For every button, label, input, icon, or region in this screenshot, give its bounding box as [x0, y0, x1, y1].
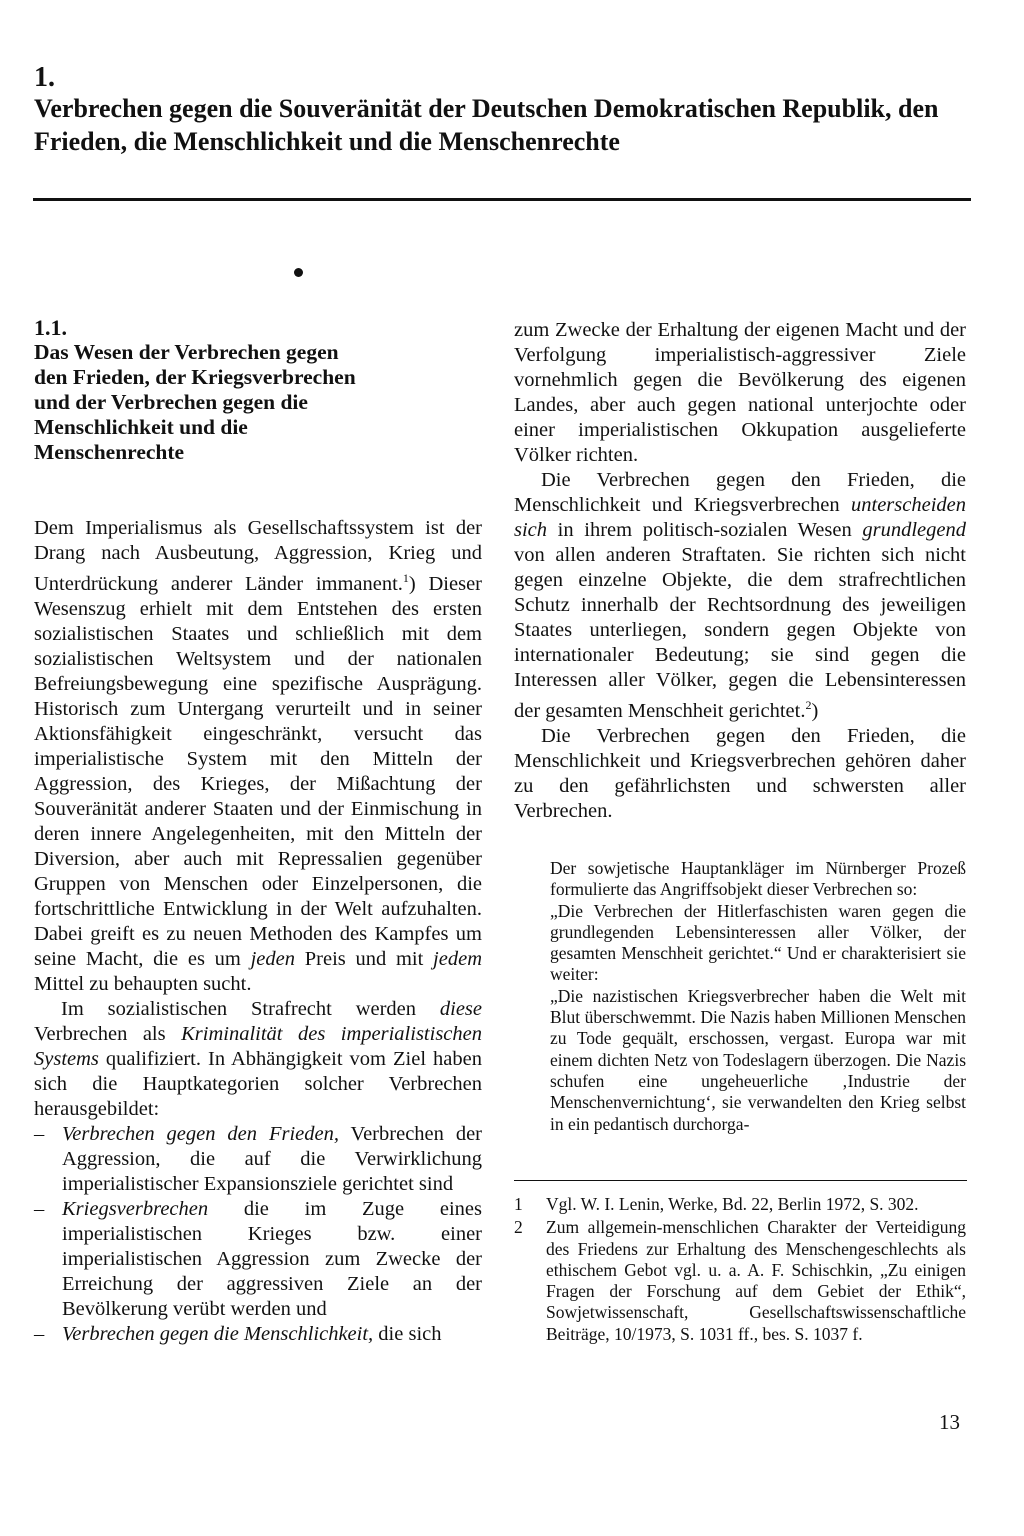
quote-paragraph: Der sowjetische Hauptankläger im Nürnberger Prozeß formulierte das Angriffsobjekt dieser Verbrechen so: — [550, 858, 966, 900]
decorative-dot — [294, 268, 303, 277]
footnote-ref-2: 2 — [805, 698, 812, 712]
right-paragraph-2: Die Verbrechen gegen den Frieden, die Menschlichkeit und Kriegsverbrechen unterscheiden sich in ihrem politisch-sozialen Wesen grundlegend von allen anderen Straftaten. Sie richten sich nicht gegen einzelne Objekte, die dem strafrechtlichen Schutz innerhalb der Rechtsordnung des jeweiligen Staates unterliegen, sondern gegen Objekte von internationaler Bedeutung; sie sind gegen die Interessen aller Völker, gegen die Lebensinteressen der gesamten Menschheit gerichtet.$^2$) — [514, 469, 966, 722]
right-paragraph-3: Die Verbrechen gegen den Frieden, die Menschlichkeit und Kriegsverbrechen gehören daher zu den gefährlichsten und schwersten aller Verbrechen. — [514, 724, 966, 822]
quote-paragraph: „Die Verbrechen der Hitlerfaschisten waren gegen die grundlegenden Lebensinteressen aller Völker, der gesamten Menschheit gerichtet.“ Und er charakterisiert sie weiter: — [550, 900, 966, 985]
chapter-number: 1. — [34, 62, 55, 93]
title-rule — [33, 198, 971, 201]
footnote-rule — [514, 1180, 967, 1181]
list-item: – Verbrechen gegen die Menschlichkeit, die sich — [34, 1322, 442, 1345]
list-item: – Kriegsverbrechen die im Zuge eines imperialistischen Krieges bzw. einer imperialistischen Aggression zum Zwecke der Erreichung der aggressiven Ziele an der Bevölkerung verübt werden und — [34, 1197, 482, 1320]
list-item: – Verbrechen gegen den Frieden, Verbrechen der Aggression, die auf die Verwirklichung imperialistischer Expansionsziele gerichtet sind — [34, 1122, 483, 1195]
section-title: Das Wesen der Verbrechen gegen den Frieden, der Kriegsverbrechen und der Verbrechen gegen die Menschlichkeit und die Menschenrechte — [34, 340, 356, 464]
quotation-block — [550, 858, 966, 1135]
footnote-ref-1: 1 — [402, 571, 409, 585]
footnote: 2 Zum allgemein-menschlichen Charakter der Verteidigung des Friedens zur Erhaltung des Menschengeschlechts als ethischem Gebot vgl. u. a. A. F. Schischkin, „Zu einigen Fragen der Forschung auf dem Gebiet der Ethik“, Sowjetwissenschaft, Gesellschaftswissenschaftliche Beiträge, 10/1973, S. 1031 ff., bes. S. 1037 f. — [514, 1217, 966, 1344]
section-number: 1.1. — [34, 315, 67, 340]
right-column — [514, 318, 966, 824]
left-paragraph-2: Im sozialistischen Strafrecht werden diese Verbrechen als Kriminalität des imperialistischen Systems qualifiziert. In Abhängigkeit vom Ziel haben sich die Hauptkategorien solcher Verbrechen herausgebildet: — [34, 997, 482, 1120]
left-paragraph-1: Dem Imperialismus als Gesellschaftssystem ist der Drang nach Ausbeutung, Aggression, Krieg und Unterdrückung anderer Länder immanent.$^1$) Dieser Wesenszug erhielt mit dem Entstehen des ersten sozialistischen Staates und schließlich mit dem sozialistischen Weltsystem und der nationalen Befreiungsbewegung eine spezifische Ausprägung. Historisch zum Untergang verurteilt und in seiner Aktionsfähigkeit eingeschränkt, versucht das imperialistische System mit den Mitteln der Aggression, des Krieges, der Mißachtung der Souveränität anderer Staaten und der Einmischung in deren innere Angelegenheiten, mit den Mitteln der Diversion, aber auch mit Repressalien gegenüber Gruppen von Menschen oder Einzelpersonen, die fortschrittliche Entwicklung in der Welt aufzuhalten. Dabei greift es zu neuen Methoden des Kampfes um seine Macht, die es um jeden Preis und mit jedem Mittel zu behaupten sucht. — [34, 517, 482, 995]
page-number: 13 — [939, 1410, 960, 1434]
quote-paragraph: „Die nazistischen Kriegsverbrecher haben die Welt mit Blut überschwemmt. Die Nazis haben Millionen Menschen zu Tode gequält, erschossen, vergast. Europa war mit einem dichten Netz von Todeslagern überzogen. Die Nazis schufen eine ungeheuerliche ‚Industrie der Menschenvernichtung‘, sie verwandelten den Krieg selbst in ein pedantisch durchorga- — [550, 985, 966, 1134]
right-paragraph-1: zum Zwecke der Erhaltung der eigenen Macht und der Verfolgung imperialistisch-aggressiver Ziele vornehmlich gegen die Bevölkerung des eigenen Landes, aber auch gegen national unterjochte oder einer imperialistischen Okkupation ausgelieferte Völker richten. — [514, 319, 966, 466]
left-column — [34, 516, 482, 1347]
footnote: 1 Vgl. W. I. Lenin, Werke, Bd. 22, Berlin 1972, S. 302. — [514, 1194, 919, 1214]
chapter-title: Verbrechen gegen die Souveränität der Deutschen Demokratischen Republik, den Frieden, die Menschlichkeit und die Menschenrechte — [34, 94, 939, 156]
footnotes — [514, 1194, 966, 1347]
